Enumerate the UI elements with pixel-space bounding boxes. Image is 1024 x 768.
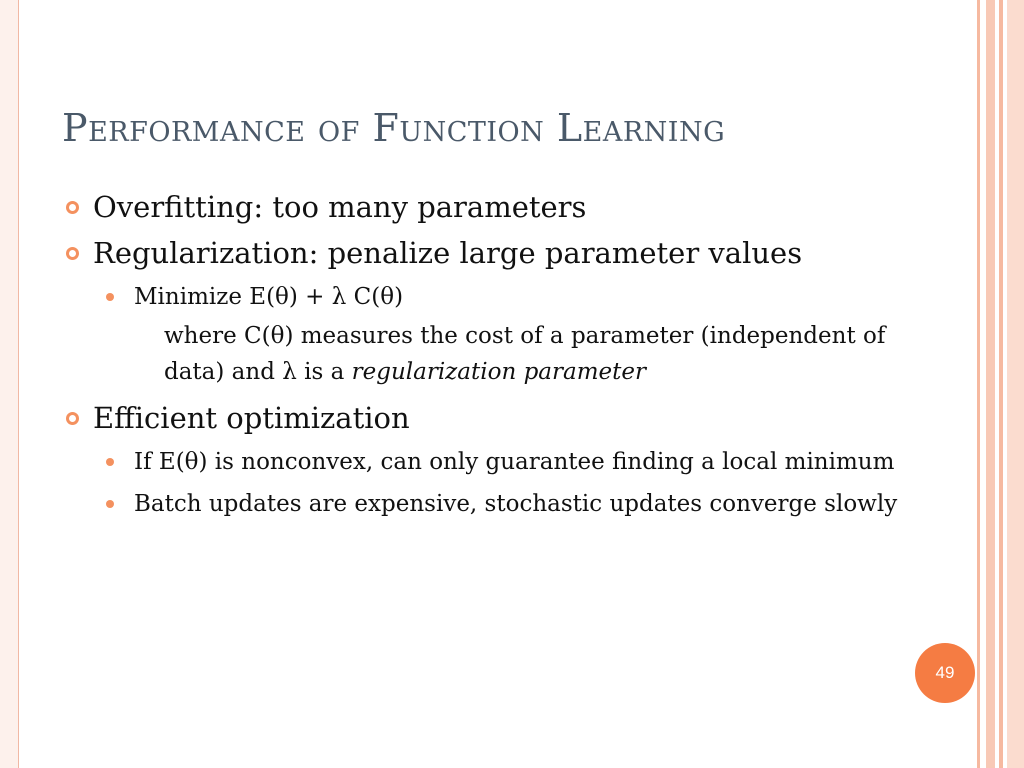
bullet-text: Overfitting: too many parameters (93, 190, 587, 224)
bullet-regularization (62, 234, 942, 273)
sub-bullet-minimize (62, 280, 942, 314)
page-number-badge (915, 643, 975, 703)
sub-bullet-text: Batch updates are expensive, stochastic updates converge slowly (134, 491, 898, 517)
right-frame-decoration (977, 0, 1024, 768)
detail-emphasis: regularization parameter (351, 359, 646, 385)
dot-bullet-icon (106, 293, 114, 301)
regularization-detail (62, 318, 942, 390)
left-frame-decoration (0, 0, 19, 768)
detail-text: where C(θ) measures the cost of a parameter (independent of data) and λ is a (164, 323, 886, 385)
page-number: 49 (935, 663, 955, 682)
sub-bullet-nonconvex (62, 445, 942, 479)
ring-bullet-icon (66, 412, 79, 425)
sub-bullet-text: Minimize E(θ) + λ C(θ) (134, 284, 404, 310)
bullet-overfitting (62, 188, 942, 227)
bullet-text: Regularization: penalize large parameter values (93, 236, 803, 270)
sub-bullet-text: If E(θ) is nonconvex, can only guarantee finding a local minimum (134, 449, 895, 475)
sub-bullet-batch-updates (62, 487, 942, 521)
ring-bullet-icon (66, 201, 79, 214)
slide-title: Performance of Function Learning (62, 106, 726, 150)
ring-bullet-icon (66, 247, 79, 260)
dot-bullet-icon (106, 458, 114, 466)
dot-bullet-icon (106, 500, 114, 508)
bullet-efficient-optimization (62, 399, 942, 438)
bullet-text: Efficient optimization (93, 401, 410, 435)
slide-body (62, 188, 942, 525)
